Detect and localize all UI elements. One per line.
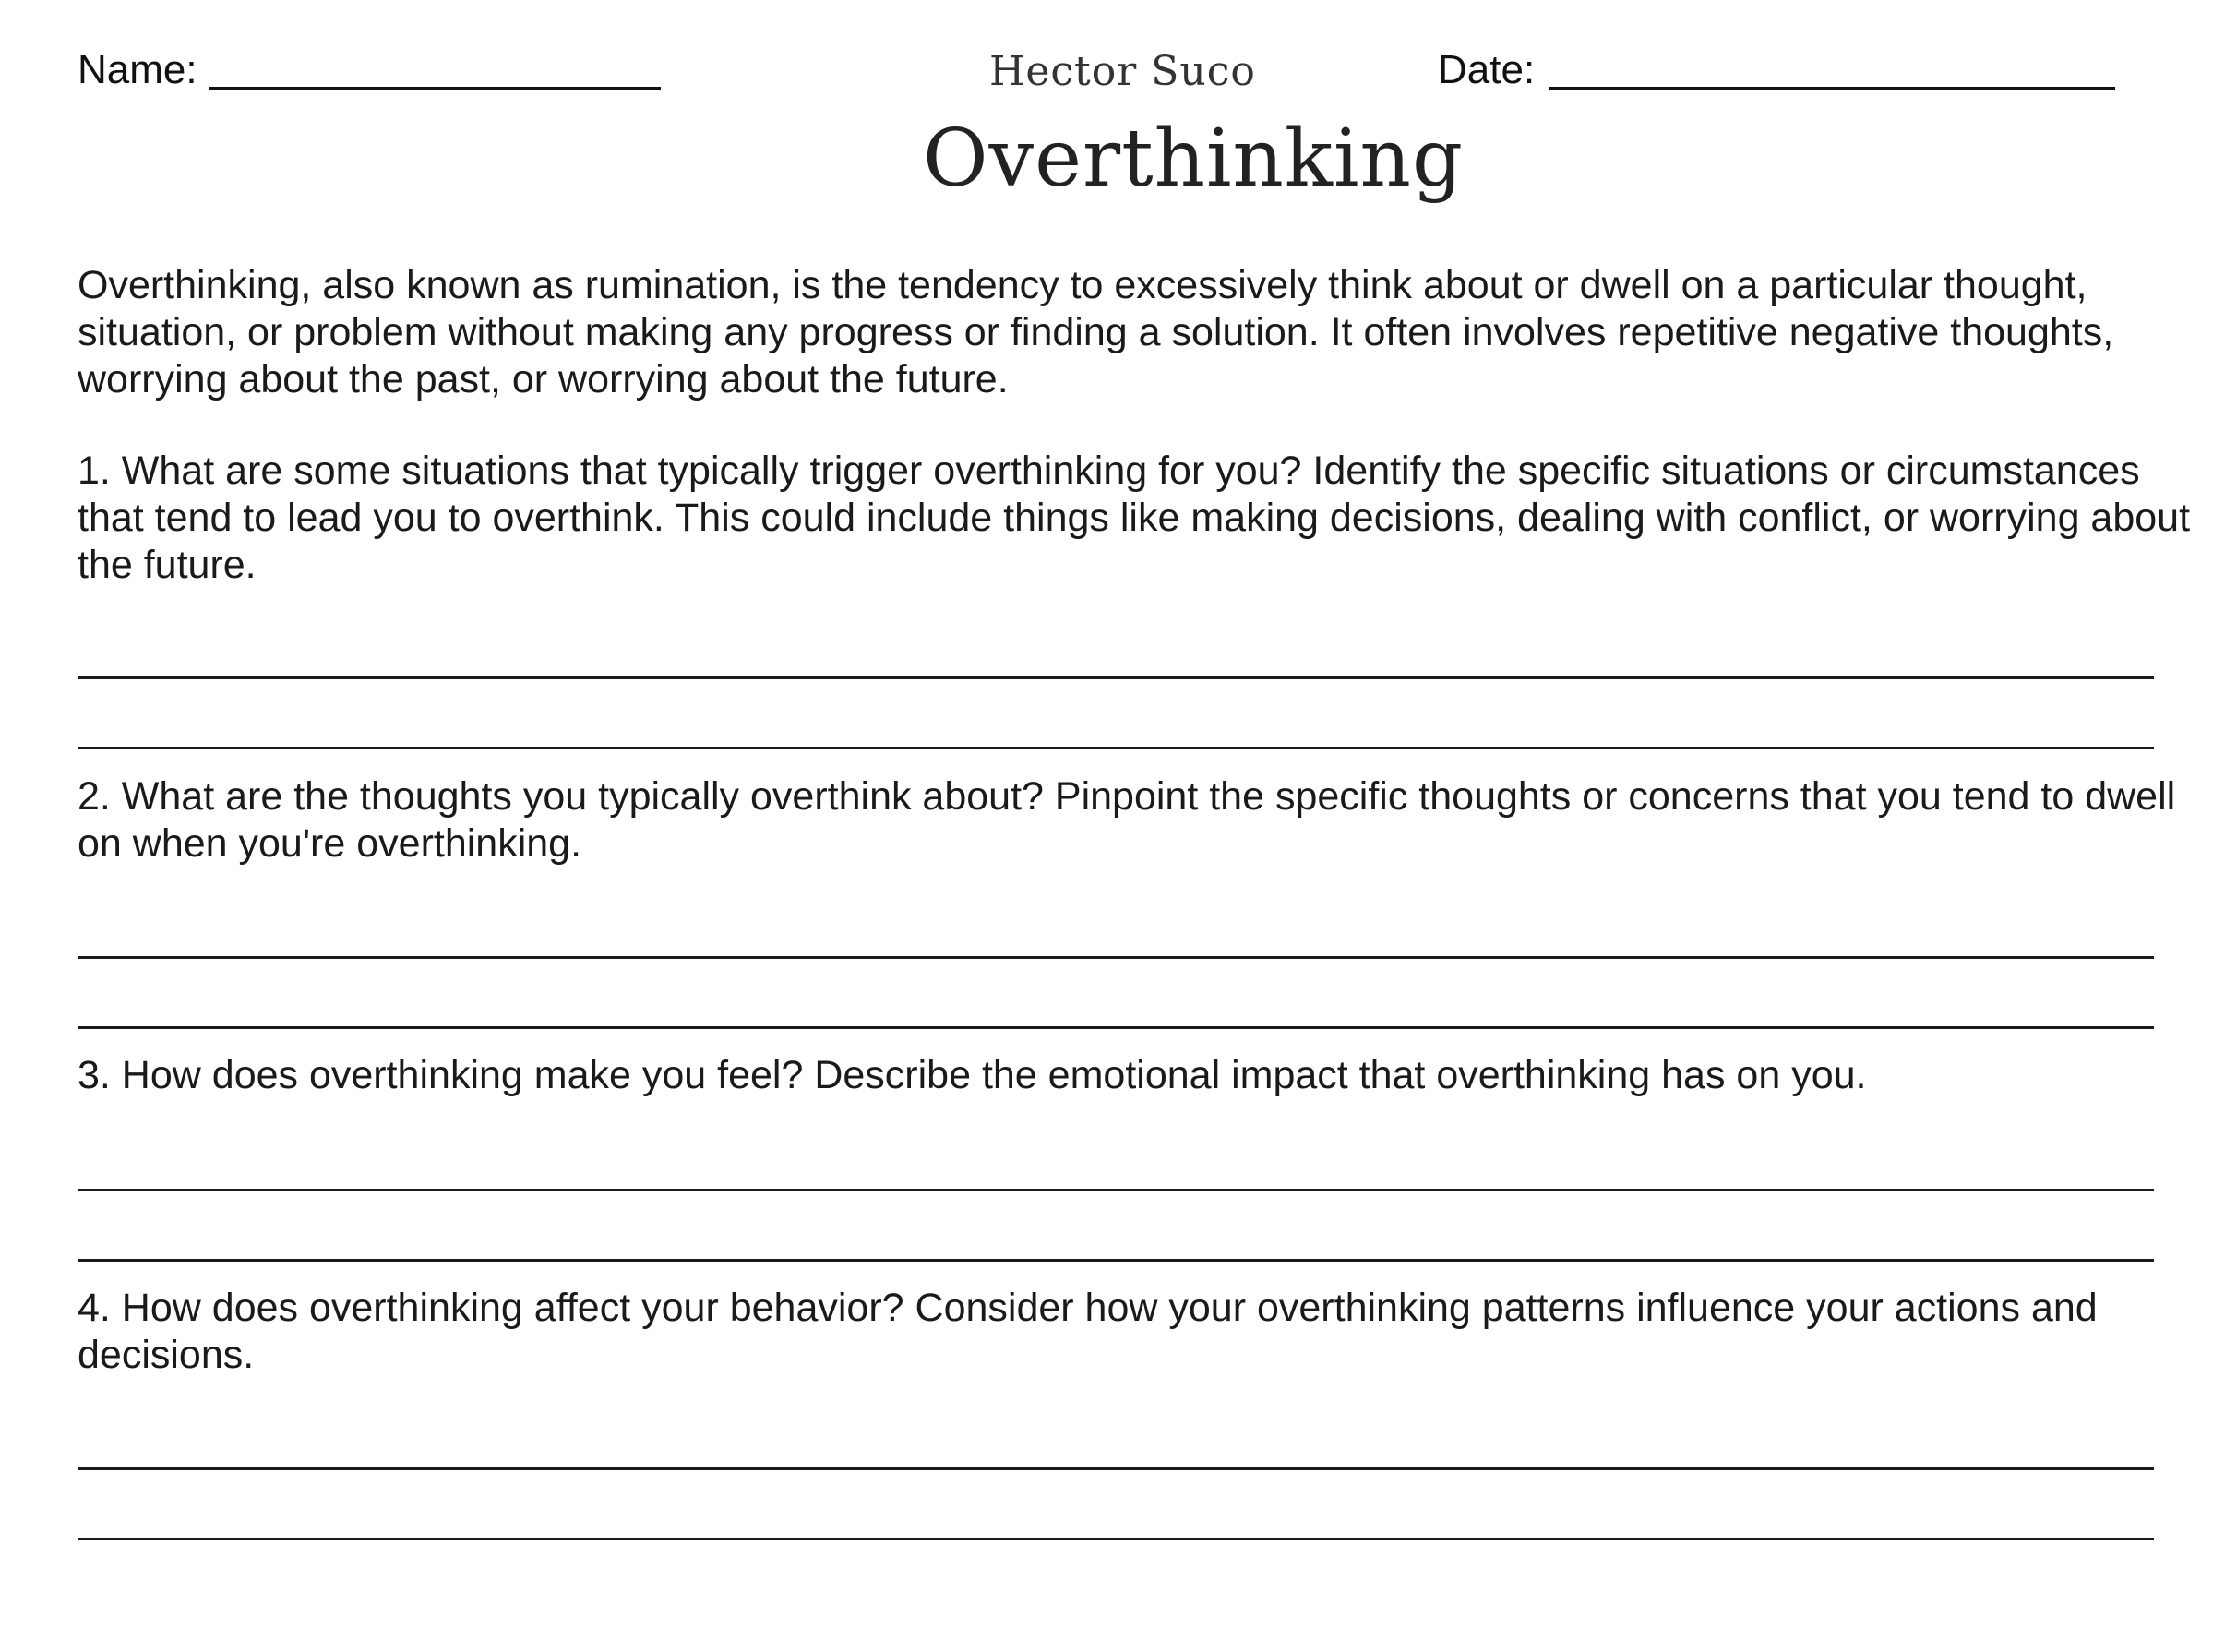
- answer-line-3a[interactable]: [78, 1189, 2154, 1191]
- question-2: 2. What are the thoughts you typically overthink about? Pinpoint the specific thoughts or concerns that you tend to dwell on when you're overthinking.: [78, 774, 2176, 866]
- question-3: 3. How does overthinking make you feel? Describe the emotional impact that overthinking has on you.: [78, 1053, 1867, 1097]
- answer-line-1a[interactable]: [78, 676, 2154, 679]
- name-label: Name:: [78, 47, 197, 92]
- date-label: Date:: [1438, 47, 1536, 92]
- question-1: 1. What are some situations that typically trigger overthinking for you? Identify the specific situations or circumstances that tend to lead you to overthink. This could include things like making decisions, dealing with conflict, or worrying about the future.: [78, 449, 2191, 587]
- answer-line-4a[interactable]: [78, 1467, 2154, 1470]
- date-field[interactable]: [1549, 87, 2115, 90]
- name-field[interactable]: [209, 87, 661, 90]
- answer-line-2b[interactable]: [78, 1026, 2154, 1029]
- intro-paragraph: Overthinking, also known as rumination, is the tendency to excessively think about or dwell on a particular thought, situation, or problem without making any progress or finding a solution. It often involves repetitive negative thoughts, worrying about the past, or worrying about the future.: [78, 263, 2114, 401]
- answer-line-2a[interactable]: [78, 956, 2154, 959]
- page-title: Overthinking: [923, 113, 1464, 205]
- author-name: Hector Suco: [989, 48, 1256, 95]
- question-4: 4. How does overthinking affect your behavior? Consider how your overthinking patterns influence your actions and decisions.: [78, 1286, 2098, 1377]
- answer-line-3b[interactable]: [78, 1259, 2154, 1262]
- answer-line-1b[interactable]: [78, 747, 2154, 749]
- answer-line-4b[interactable]: [78, 1538, 2154, 1540]
